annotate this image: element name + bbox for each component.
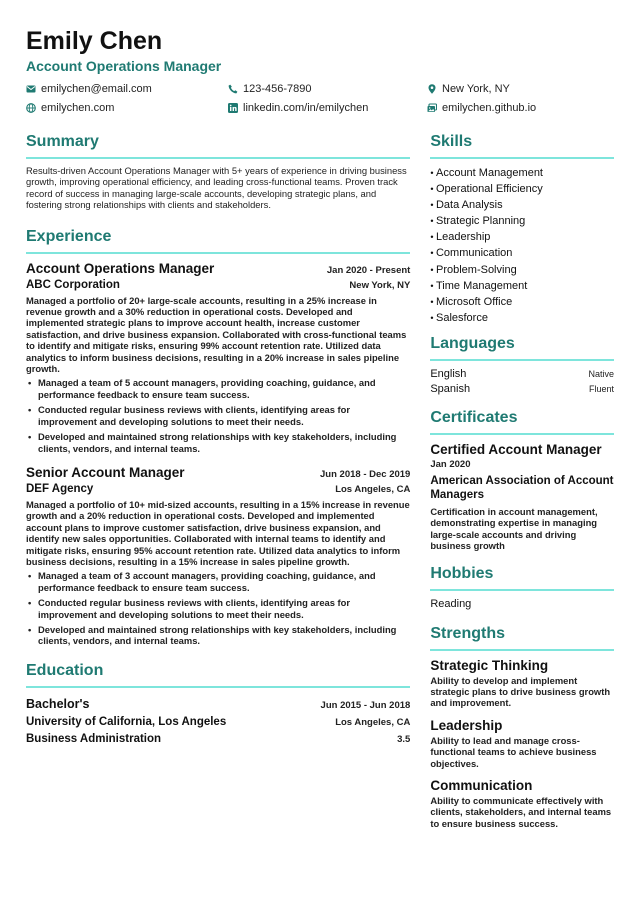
job-header [26,260,410,278]
certificate-name: Certified Account Manager [430,441,602,457]
contact-info [26,82,614,115]
job-company-row [26,278,410,293]
candidate-name: Emily Chen [26,27,163,55]
strength-description: Ability to communicate effectively with clients, stakeholders, and internal teams to ensure business success. [430,795,612,829]
skill-item: • Microsoft Office [430,294,614,310]
skill-item: • Strategic Planning [430,213,614,229]
side-column [430,132,614,837]
job-location: New York, NY [349,279,411,291]
resume-body [26,132,614,837]
contact-website[interactable] [26,101,228,115]
strength-title: Strategic Thinking [430,657,549,673]
certificate-description: Certification in account management, demonstrating expertise in managing large-scale accounts and driving business growth [430,505,598,552]
education-field-row [26,731,410,748]
job-bullets [26,377,410,453]
education-gpa: 3.5 [397,733,411,745]
github-text: emilychen.github.io [442,102,537,114]
education-heading: Education [26,661,410,688]
education-school-row [26,714,410,731]
language-row [430,367,614,383]
job-entry [26,260,410,454]
job-company: DEF Agency [26,482,94,495]
hobby-item: Reading [430,597,472,610]
job-location: Los Angeles, CA [335,483,411,495]
skill-item: • Time Management [430,278,614,294]
globe-icon [26,103,36,113]
skills-list [430,165,614,326]
portfolio-icon [427,103,437,113]
job-description: Managed a portfolio of 10+ mid-sized accounts, resulting in a 15% increase in revenue growth and a 20% reduction in operational costs. Developed and implemented account plans to improve customer satisfaction, drive business expansion, and identify new sales opportunities. Collaborated with internal teams to identify and mitigate risks, ensuring 95% account retention rate. Utilized data analytics to inform business decisions, resulting in a 15% increase in sales pipeline growth. [26,498,410,567]
skill-item: • Account Management [430,165,614,181]
job-bullets [26,570,410,646]
education-field: Business Administration [26,732,162,745]
contact-location [427,82,607,96]
job-bullet: • Conducted regular business reviews with clients, identifying areas for improvement and developing solutions to meet their needs. [26,597,410,620]
contact-email[interactable] [26,82,228,96]
job-bullet: • Developed and maintained strong relationships with key stakeholders, including clients, vendors, and internal teams. [26,624,410,647]
contact-github[interactable] [427,101,607,115]
certificate-issuer: American Association of Account Managers [430,474,614,502]
phone-text: 123-456-7890 [243,83,312,95]
education-degree-row [26,696,410,714]
location-text: New York, NY [442,83,510,95]
strength-title: Communication [430,778,533,793]
skill-item: • Communication [430,245,614,261]
email-text: emilychen@email.com [41,83,152,95]
education-dates: Jun 2015 - Jun 2018 [320,699,411,711]
education-school: University of California, Los Angeles [26,715,227,728]
location-pin-icon [427,84,437,94]
certificate-date: Jan 2020 [430,458,471,470]
job-bullet: • Managed a team of 5 account managers, providing coaching, guidance, and performance feedback to ensure team success. [26,377,410,400]
strengths-heading: Strengths [430,624,614,651]
skill-item: • Salesforce [430,310,614,326]
job-bullet: • Managed a team of 3 account managers, providing coaching, guidance, and performance feedback to ensure team success. [26,570,410,593]
email-icon [26,84,36,94]
skill-item: • Operational Efficiency [430,181,614,197]
language-name: Spanish [430,383,471,396]
skills-heading: Skills [430,132,614,159]
job-header [26,464,410,482]
phone-icon [228,84,238,94]
main-column [26,132,410,837]
linkedin-text: linkedin.com/in/emilychen [243,102,369,114]
skill-item: • Problem-Solving [430,262,614,278]
language-row [430,382,614,398]
strength-description: Ability to develop and implement strategic plans to drive business growth and improvement. [430,674,611,709]
language-name: English [430,367,467,380]
job-dates: Jan 2020 - Present [326,264,411,276]
skill-item: • Data Analysis [430,197,614,213]
job-title: Senior Account Manager [26,464,185,480]
candidate-title: Account Operations Manager [26,58,222,74]
job-company: ABC Corporation [26,278,120,291]
job-bullet: • Developed and maintained strong relationships with key stakeholders, including clients, vendors, and internal teams. [26,431,410,454]
contact-linkedin[interactable] [228,101,427,115]
job-description: Managed a portfolio of 20+ large-scale accounts, resulting in a 25% increase in revenue growth and a 30% reduction in operational costs. Developed and implemented strategic plans to improve account health, increase customer satisfaction, and drive business expansion. Collaborated with cross-functional teams to identify and mitigate risks, ensuring 99% account retention rate. Utilized data analytics to inform business decisions, resulting in a 20% increase in sales pipeline growth. [26,294,407,375]
summary-heading: Summary [26,132,410,159]
language-level: Fluent [588,384,614,395]
strength-description: Ability to lead and manage cross-functional teams to achieve business objectives. [430,734,597,769]
contact-phone[interactable] [228,82,427,96]
job-entry [26,464,410,647]
job-company-row [26,482,410,497]
hobbies-heading: Hobbies [430,564,614,591]
job-title: Account Operations Manager [26,260,215,276]
website-text: emilychen.com [41,102,115,114]
experience-heading: Experience [26,227,410,254]
linkedin-icon [228,103,238,113]
certificates-heading: Certificates [430,408,614,435]
strength-title: Leadership [430,717,503,733]
summary-text: Results-driven Account Operations Manager with 5+ years of experience in driving business growth, improving operational efficiency, and leading cross-functional teams. Proven track record of success in managing large-scale accounts, developing strategic plans, and fostering strong relationships with clients and stakeholders. [26,165,407,211]
job-dates: Jun 2018 - Dec 2019 [320,468,411,480]
language-level: Native [588,368,614,379]
languages-heading: Languages [430,334,614,361]
skill-item: • Leadership [430,229,614,245]
education-location: Los Angeles, CA [335,716,411,728]
education-degree: Bachelor's [26,696,90,711]
job-bullet: • Conducted regular business reviews with clients, identifying areas for improvement and developing solutions to meet their needs. [26,404,410,427]
